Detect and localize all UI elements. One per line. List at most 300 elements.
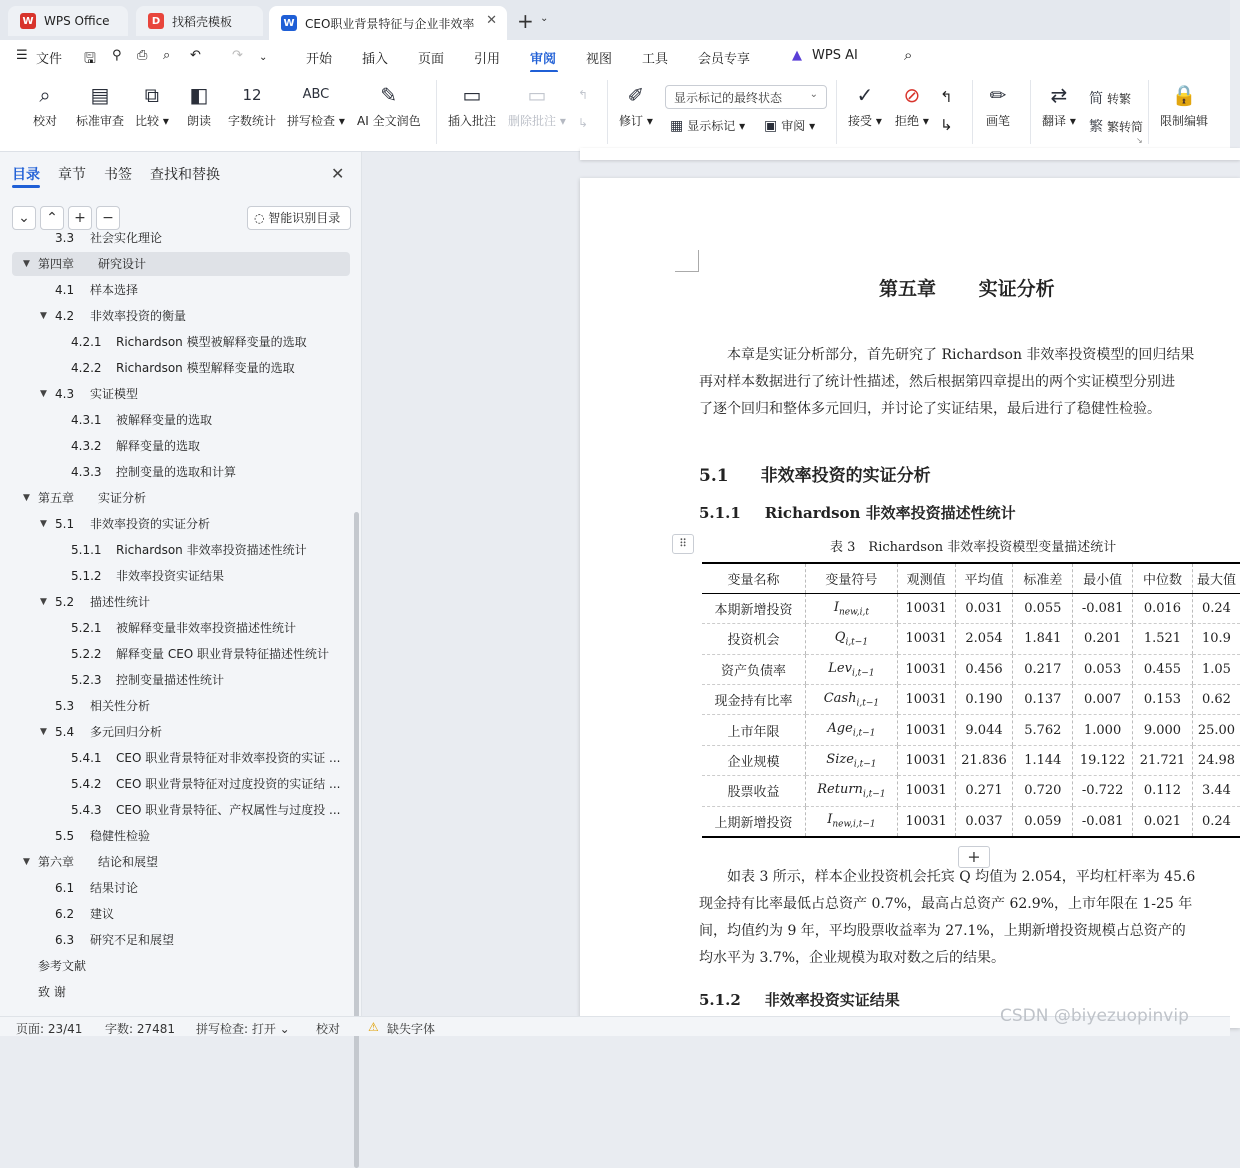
compare-button[interactable]: ⧉ 比较 ▾ [135, 78, 169, 129]
previous-page-bottom [580, 148, 1240, 160]
toc-item[interactable] [12, 356, 350, 380]
table-header-cell: 变量符号 [806, 563, 898, 593]
table-row[interactable] [702, 593, 1240, 623]
toc-item-label: 研究设计 [98, 257, 147, 271]
smart-toc-icon: ◌ [254, 211, 269, 225]
symbol-subscript: i,t−1 [862, 789, 886, 800]
menu-wps-ai[interactable]: WPS AI [812, 48, 858, 63]
table-header-cell: 中位数 [1133, 563, 1193, 593]
markup-display-select[interactable]: 显示标记的最终状态 ⌄ [665, 85, 827, 109]
stat-cell-median: 0.455 [1133, 654, 1193, 684]
proofread-status[interactable]: 校对 [316, 1022, 341, 1036]
tab-toc[interactable]: 目录 [12, 167, 40, 183]
toc-expand-icon[interactable]: ▼ [40, 389, 47, 399]
delete-comment-button[interactable]: ▭ 删除批注 ▾ [508, 78, 566, 129]
previous-comment-icon[interactable]: ↰ [578, 88, 589, 102]
read-aloud-button[interactable]: ◧ 朗读 [187, 78, 211, 129]
toc-item-number: 第六章 [38, 855, 75, 869]
ribbon-divider [436, 80, 437, 144]
table-caption: 表 3 Richardson 非效率投资模型变量描述统计 [830, 540, 1117, 555]
toc-item-label: Richardson 模型解释变量的选取 [116, 361, 295, 375]
save-icon[interactable]: 🖫 [84, 51, 96, 67]
toc-item[interactable] [12, 954, 350, 978]
menu-member[interactable]: 会员专享 [698, 52, 751, 67]
after-line-4: 均水平为 3.7%，企业规模为取对数之后的结果。 [699, 950, 1006, 966]
ribbon-divider [1148, 80, 1149, 144]
stat-cell-median: 1.521 [1133, 624, 1193, 654]
toc-item[interactable] [12, 928, 350, 952]
traditional-icon: 简 [1089, 91, 1103, 107]
symbol-base: Lev [828, 660, 852, 676]
stat-cell-median: 9.000 [1133, 715, 1193, 745]
toc-item-label: Richardson 模型被解释变量的选取 [116, 335, 307, 349]
stat-cell-mean: 0.037 [955, 806, 1013, 836]
toc-item[interactable] [12, 538, 350, 562]
stat-cell-n: 10031 [897, 593, 955, 623]
toc-expand-icon[interactable]: ▼ [40, 727, 47, 737]
wps-logo-icon: W [20, 13, 36, 29]
review-pane-icon: ▣ [764, 117, 778, 134]
stat-cell-mean: 2.054 [955, 624, 1013, 654]
toc-item-number: 3.3 [55, 231, 75, 245]
toc-item-number: 4.3.2 [71, 439, 102, 453]
undo-icon[interactable]: ↶ [190, 48, 201, 63]
toc-item-number: 5.3 [55, 699, 75, 713]
variable-symbol-cell [806, 776, 898, 806]
symbol-base: Cash [823, 690, 857, 706]
close-tab-icon[interactable]: ✕ [486, 13, 497, 28]
word-count-button[interactable]: 12 字数统计 [228, 78, 276, 129]
intro-line-2: 再对样本数据进行了统计性描述，然后根据第四章提出的两个实证模型分别进 [699, 374, 1175, 390]
toc-item-number: 5.4.1 [71, 751, 102, 765]
tab-sections[interactable]: 章节 [58, 167, 86, 183]
add-table-row-button[interactable]: + [958, 846, 990, 868]
document-area [363, 152, 1236, 1016]
ribbon-divider [1030, 80, 1031, 144]
toc-item[interactable] [12, 512, 350, 536]
toc-item[interactable] [12, 876, 350, 900]
symbol-base: Age [827, 721, 853, 737]
translate-icon: ⇄ [1050, 83, 1068, 107]
toc-item[interactable] [12, 564, 350, 588]
symbol-base: Size [826, 751, 854, 767]
toc-item[interactable] [12, 824, 350, 848]
delete-comment-icon: ▭ [527, 83, 547, 107]
toc-item-number: 5.1 [55, 517, 75, 531]
menu-start[interactable]: 开始 [306, 52, 333, 67]
after-line-2: 现金持有比率最低占总资产 0.7%，最高占总资产 62.9%，上市年限在 1-25 年 [699, 896, 1193, 912]
menu-page[interactable]: 页面 [418, 52, 445, 67]
stat-cell-min: -0.081 [1073, 593, 1133, 623]
toc-item-number: 5.4.2 [71, 777, 102, 791]
toc-item-number: 5.2 [55, 595, 75, 609]
symbol-base: Q [834, 630, 846, 646]
print-icon[interactable]: ⎙ [137, 48, 148, 63]
symbol-base: I [833, 599, 839, 615]
stat-cell-max: 1.05 [1192, 654, 1240, 684]
toc-item-number: 6.1 [55, 881, 75, 895]
chevron-down-icon[interactable]: ⌄ [540, 13, 549, 24]
tab-label: CEO职业背景特征与企业非效率 [305, 16, 475, 31]
variable-symbol-cell [806, 685, 898, 715]
toc-item-label: 解释变量的选取 [116, 439, 201, 453]
toc-item-label: 致 谢 [38, 985, 66, 999]
toc-item-number: 4.2 [55, 309, 75, 323]
toc-item-number: 4.1 [55, 283, 75, 297]
table-row[interactable] [702, 776, 1240, 806]
spell-check-button[interactable]: ABC 拼写检查 ▾ [287, 78, 345, 129]
toc-item-label: 结果讨论 [90, 881, 139, 895]
subsection-heading-5-1-2: 5.1.2 非效率投资实证结果 [699, 991, 900, 1009]
read-aloud-icon: ◧ [189, 83, 209, 107]
toc-item[interactable] [12, 720, 350, 744]
toc-item[interactable] [12, 850, 350, 874]
toc-item-number: 第五章 [38, 491, 75, 505]
stat-cell-min: 19.122 [1073, 745, 1133, 775]
smart-toc-button[interactable]: ◌ 智能识别目录 [247, 206, 351, 230]
toc-expand-icon[interactable]: ▼ [40, 597, 47, 607]
stat-cell-n: 10031 [897, 745, 955, 775]
toc-item[interactable] [12, 590, 350, 614]
stat-cell-mean: 0.031 [955, 593, 1013, 623]
docer-icon: D [148, 13, 164, 29]
search-icon[interactable]: ⌕ [904, 46, 913, 64]
stat-cell-n: 10031 [897, 715, 955, 745]
show-markup-button[interactable]: ▦ 显示标记 ▾ [670, 117, 746, 134]
wps-ai-icon: ▲ [792, 48, 802, 63]
variable-name-cell: 现金持有比率 [702, 685, 806, 715]
hamburger-icon[interactable]: ☰ [16, 48, 28, 63]
toc-expand-icon[interactable]: ▼ [23, 857, 30, 867]
toc-item[interactable] [12, 382, 350, 406]
missing-font-status[interactable]: 缺失字体 [387, 1022, 436, 1036]
toc-item-label: 非效率投资实证结果 [116, 569, 225, 583]
stat-cell-median: 0.153 [1133, 685, 1193, 715]
stat-cell-max: 0.62 [1192, 685, 1240, 715]
toc-item[interactable] [12, 668, 350, 692]
toc-item[interactable] [12, 408, 350, 432]
to-simplified-button[interactable]: 繁 繁转简 [1089, 116, 1143, 136]
stat-cell-sd: 0.217 [1013, 654, 1073, 684]
stat-cell-median: 0.021 [1133, 806, 1193, 836]
symbol-subscript: new,i,t−1 [832, 819, 876, 830]
next-comment-icon[interactable]: ↳ [578, 116, 589, 130]
stat-cell-median: 21.721 [1133, 745, 1193, 775]
variable-symbol-cell [806, 593, 898, 623]
stat-cell-mean: 0.456 [955, 654, 1013, 684]
variable-symbol-cell [806, 715, 898, 745]
toc-item-label: 研究不足和展望 [90, 933, 175, 947]
expand-all-button[interactable]: ⌄ [12, 206, 36, 230]
word-count-indicator[interactable]: 字数: 27481 [105, 1022, 176, 1036]
ribbon-divider [972, 80, 973, 144]
toc-item[interactable] [12, 980, 350, 1004]
collapse-all-button[interactable]: ⌃ [40, 206, 64, 230]
stat-cell-max: 10.9 [1192, 624, 1240, 654]
after-line-1: 如表 3 所示，样本企业投资机会托宾 Q 均值为 2.054，平均杠杆率为 45.6 [727, 869, 1196, 885]
toc-item[interactable] [12, 642, 350, 666]
table-header-cell: 平均值 [955, 563, 1013, 593]
menu-insert[interactable]: 插入 [362, 52, 389, 67]
toc-item-label: 非效率投资的衡量 [90, 309, 187, 323]
menu-bar [0, 40, 1230, 72]
ai-polish-icon: ✎ [380, 83, 398, 107]
toc-item-label: 解释变量 CEO 职业背景特征描述性统计 [116, 647, 330, 661]
share-icon[interactable]: ⚲ [112, 48, 122, 63]
toc-item[interactable] [12, 772, 350, 796]
stat-cell-min: 1.000 [1073, 715, 1133, 745]
menu-reference[interactable]: 引用 [474, 52, 501, 67]
tab-docer-templates[interactable] [136, 6, 263, 36]
stat-cell-sd: 0.059 [1013, 806, 1073, 836]
stat-cell-max: 24.98 [1192, 745, 1240, 775]
toc-item-label: 稳健性检验 [90, 829, 151, 843]
next-change-icon[interactable]: ↳ [940, 116, 953, 134]
symbol-subscript: i,t−1 [852, 728, 876, 739]
stat-cell-sd: 0.720 [1013, 776, 1073, 806]
toc-item-number: 4.2.1 [71, 335, 102, 349]
insert-comment-button[interactable]: ▭ 插入批注 [448, 78, 496, 129]
toc-item[interactable] [12, 486, 350, 510]
table-row[interactable] [702, 806, 1240, 836]
variable-name-cell: 企业规模 [702, 745, 806, 775]
print-preview-icon[interactable]: ⌕ [163, 48, 171, 63]
variable-name-cell: 资产负债率 [702, 654, 806, 684]
watermark: CSDN @biyezuopinvip [1000, 1006, 1189, 1026]
descriptive-stats-table[interactable] [702, 562, 1240, 838]
document-page[interactable] [580, 178, 1240, 1028]
toc-item-label: 相关性分析 [90, 699, 151, 713]
tab-find-replace[interactable]: 查找和替换 [150, 167, 220, 183]
toc-item[interactable] [12, 616, 350, 640]
table-header-cell: 最大值 [1192, 563, 1240, 593]
toc-item[interactable] [12, 252, 350, 276]
warning-icon: ⚠ [368, 1020, 379, 1034]
toc-expand-icon[interactable]: ▼ [40, 519, 47, 529]
simplified-icon: 繁 [1089, 119, 1103, 135]
variable-name-cell: 股票收益 [702, 776, 806, 806]
stat-cell-n: 10031 [897, 654, 955, 684]
table-row[interactable] [702, 654, 1240, 684]
stat-cell-max: 25.00 [1192, 715, 1240, 745]
tab-label: 找稻壳模板 [172, 14, 233, 29]
table-header-cell: 最小值 [1073, 563, 1133, 593]
toc-item[interactable] [12, 798, 350, 822]
toc-item[interactable] [12, 902, 350, 926]
symbol-subscript: new,i,t [839, 607, 869, 618]
to-traditional-button[interactable]: 简 转繁 [1089, 88, 1131, 108]
menu-view[interactable]: 视图 [586, 52, 613, 67]
navigation-pane [0, 152, 362, 1016]
toc-item-number: 4.3 [55, 387, 75, 401]
toc-expand-icon[interactable]: ▼ [40, 311, 47, 321]
menu-tools[interactable]: 工具 [642, 52, 669, 67]
review-pane-button[interactable]: ▣ 审阅 ▾ [764, 117, 816, 134]
chevron-down-icon: ⌄ [809, 89, 818, 100]
new-tab-icon[interactable]: + [517, 9, 534, 33]
spell-check-status[interactable]: 拼写检查: 打开 ⌄ [196, 1022, 290, 1036]
toc-item-number: 5.1.1 [71, 543, 102, 557]
active-tab-indicator [12, 185, 40, 188]
toc-item-number: 6.2 [55, 907, 75, 921]
toc-item-number: 5.2.1 [71, 621, 102, 635]
toc-item-number: 5.2.2 [71, 647, 102, 661]
stat-cell-median: 0.112 [1133, 776, 1193, 806]
symbol-base: Return [817, 782, 863, 798]
standard-review-icon: ▤ [90, 83, 110, 107]
redo-icon[interactable]: ↷ [232, 48, 243, 63]
symbol-subscript: i,t−1 [845, 637, 869, 648]
stat-cell-sd: 1.144 [1013, 745, 1073, 775]
table-move-handle[interactable]: ⠿ [672, 534, 694, 554]
translate-button[interactable]: ⇄ 翻译 ▾ [1042, 78, 1076, 129]
toc-item-number: 4.3.3 [71, 465, 102, 479]
toc-item-label: CEO 职业背景特征对非效率投资的实证 ... [116, 751, 341, 765]
toc-item[interactable] [12, 746, 350, 770]
toc-item-label: Richardson 非效率投资描述性统计 [116, 543, 307, 557]
stat-cell-min: -0.081 [1073, 806, 1133, 836]
reject-button[interactable]: ⊘ 拒绝 ▾ [895, 78, 929, 129]
stat-cell-max: 0.24 [1192, 806, 1240, 836]
ai-polish-button[interactable]: ✎ AI 全文润色 [357, 78, 421, 129]
stat-cell-sd: 5.762 [1013, 715, 1073, 745]
toc-item-number: 4.2.2 [71, 361, 102, 375]
page-indicator[interactable]: 页面: 23/41 [16, 1022, 83, 1036]
intro-line-3: 了逐个回归和整体多元回归，并讨论了实证结果，最后进行了稳健性检验。 [699, 401, 1161, 417]
toc-item-label: 实证模型 [90, 387, 139, 401]
show-markup-icon: ▦ [670, 117, 684, 134]
toc-item-label: 样本选择 [90, 283, 139, 297]
stat-cell-mean: 0.271 [955, 776, 1013, 806]
reject-icon: ⊘ [903, 83, 921, 107]
revise-button[interactable]: ✐ 修订 ▾ [619, 78, 653, 129]
stat-cell-min: 0.201 [1073, 624, 1133, 654]
toc-item[interactable] [12, 330, 350, 354]
toc-item[interactable] [12, 304, 350, 328]
toc-item-number: 5.2.3 [71, 673, 102, 687]
promote-level-button[interactable]: + [68, 206, 92, 230]
variable-name-cell: 上市年限 [702, 715, 806, 745]
toc-item-label: CEO 职业背景特征对过度投资的实证结 ... [116, 777, 341, 791]
toc-item-number: 5.1.2 [71, 569, 102, 583]
word-count-icon: 12 [242, 86, 262, 104]
close-icon[interactable]: ✕ [331, 164, 345, 183]
toc-item-label: 描述性统计 [90, 595, 151, 609]
toc-expand-icon[interactable]: ▼ [23, 493, 30, 503]
restrict-edit-icon: 🔒 [1171, 83, 1197, 107]
variable-symbol-cell [806, 745, 898, 775]
accept-button[interactable]: ✓ 接受 ▾ [848, 78, 882, 129]
toc-item[interactable] [12, 460, 350, 484]
symbol-subscript: i,t−1 [853, 759, 877, 770]
toc-item-number: 5.4 [55, 725, 75, 739]
ribbon-expand-icon[interactable]: ↘ [1136, 136, 1143, 145]
standard-review-button[interactable]: ▤ 标准审查 [76, 78, 124, 129]
variable-symbol-cell [806, 654, 898, 684]
sidebar-scrollbar[interactable] [354, 512, 359, 1168]
toc-item-label: 被解释变量的选取 [116, 413, 213, 427]
toc-item-label: 被解释变量非效率投资描述性统计 [116, 621, 297, 635]
table-header-cell: 变量名称 [702, 563, 806, 593]
word-doc-icon: W [281, 15, 297, 31]
toc-expand-icon[interactable]: ▼ [23, 259, 30, 269]
stat-cell-min: 0.007 [1073, 685, 1133, 715]
toc-item[interactable] [12, 226, 350, 250]
demote-level-button[interactable]: − [96, 206, 120, 230]
chapter-title: 第五章 实证分析 [879, 278, 1055, 300]
variable-name-cell: 投资机会 [702, 624, 806, 654]
tab-bookmarks[interactable]: 书签 [104, 167, 132, 183]
page-corner-mark [675, 250, 699, 272]
pen-icon: ✏ [989, 83, 1007, 107]
toc-item-label: 实证分析 [98, 491, 147, 505]
stat-cell-mean: 0.190 [955, 685, 1013, 715]
toc-item-number: 第四章 [38, 257, 75, 271]
tab-bar [0, 0, 1230, 40]
quick-access-chevron-icon[interactable]: ⌄ [259, 52, 268, 63]
stat-cell-n: 10031 [897, 776, 955, 806]
table-header-cell: 标准差 [1013, 563, 1073, 593]
toc-item-label: 控制变量的选取和计算 [116, 465, 237, 479]
stat-cell-n: 10031 [897, 806, 955, 836]
tab-label: WPS Office [44, 14, 110, 28]
stat-cell-sd: 0.055 [1013, 593, 1073, 623]
variable-symbol-cell [806, 806, 898, 836]
compare-icon: ⧉ [144, 83, 160, 107]
section-heading-5-1: 5.1 非效率投资的实证分析 [699, 466, 931, 486]
revise-icon: ✐ [627, 83, 645, 107]
table-row[interactable] [702, 715, 1240, 745]
stat-cell-n: 10031 [897, 685, 955, 715]
stat-cell-min: -0.722 [1073, 776, 1133, 806]
variable-symbol-cell [806, 624, 898, 654]
toc-item-label: 社会实化理论 [90, 231, 163, 245]
tab-wps-office[interactable] [8, 6, 128, 36]
tab-current-document[interactable] [269, 6, 507, 40]
intro-line-1: 本章是实证分析部分，首先研究了 Richardson 非效率投资模型的回归结果 [727, 347, 1195, 363]
toc-item-label: 非效率投资的实证分析 [90, 517, 211, 531]
symbol-subscript: i,t−1 [856, 698, 880, 709]
toc-item-label: 控制变量描述性统计 [116, 673, 225, 687]
insert-comment-icon: ▭ [462, 83, 482, 107]
toc-item-number: 5.4.3 [71, 803, 102, 817]
table-row[interactable] [702, 624, 1240, 654]
toc-item[interactable] [12, 278, 350, 302]
toc-item[interactable] [12, 694, 350, 718]
stat-cell-n: 10031 [897, 624, 955, 654]
spell-check-icon: ABC [302, 87, 330, 102]
menu-review[interactable]: 审阅 [530, 52, 557, 67]
stat-cell-min: 0.053 [1073, 654, 1133, 684]
accept-icon: ✓ [856, 83, 874, 107]
after-line-3: 间，均值约为 9 年，平均股票收益率为 27.1%，上期新增投资规模占总资产的 [699, 923, 1186, 939]
toc-item-number: 6.3 [55, 933, 75, 947]
pen-button[interactable]: ✏ 画笔 [986, 78, 1010, 129]
toc-item-number: 5.5 [55, 829, 75, 843]
stat-cell-sd: 1.841 [1013, 624, 1073, 654]
table-row[interactable] [702, 685, 1240, 715]
toc-list [0, 231, 352, 1016]
table-header-cell: 观测值 [897, 563, 955, 593]
menu-file[interactable]: 文件 [36, 52, 63, 67]
restrict-edit-button[interactable]: 🔒 限制编辑 [1160, 78, 1208, 129]
toc-item[interactable] [12, 434, 350, 458]
ribbon-divider [607, 80, 608, 144]
proofread-button[interactable]: ⌕ 校对 [33, 78, 57, 129]
previous-change-icon[interactable]: ↰ [940, 88, 953, 106]
variable-name-cell: 上期新增投资 [702, 806, 806, 836]
table-row[interactable] [702, 745, 1240, 775]
